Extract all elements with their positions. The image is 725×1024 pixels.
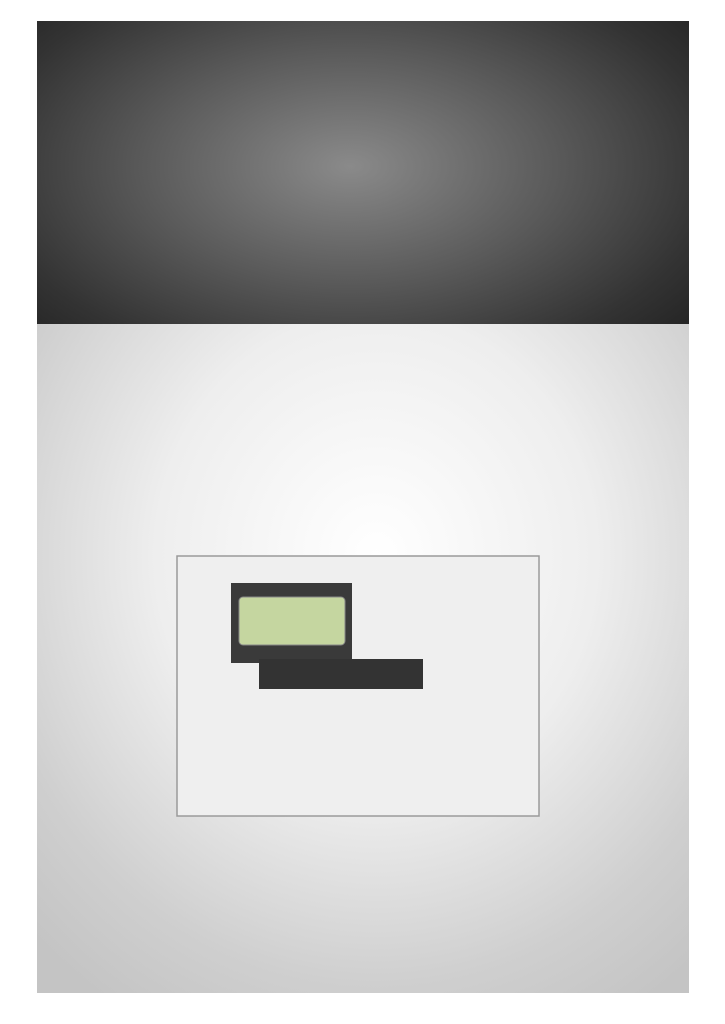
document-page (37, 21, 689, 993)
controller-board-diagram (138, 553, 596, 831)
document-title (66, 131, 586, 179)
cover-header (37, 21, 689, 324)
lcd-screen (239, 597, 345, 645)
mcu-chip (259, 659, 423, 689)
chevron-logo-icon (581, 116, 657, 308)
